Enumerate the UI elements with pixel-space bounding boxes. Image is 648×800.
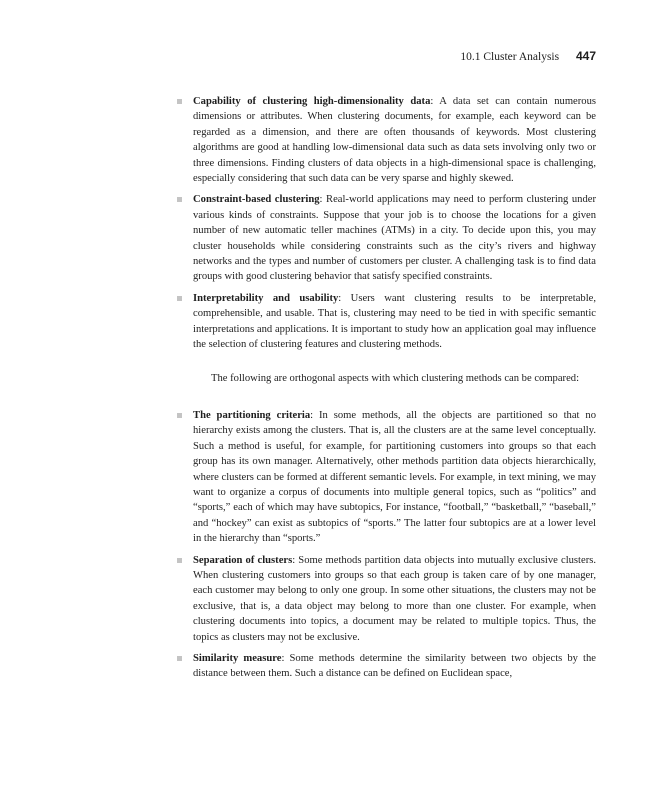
list-item-text: : Real-world applications may need to perform clustering under various kinds of constraints. Suppose that your job is to choose the locations for a given number of new automatic teller machines (ATMs) in a city. To decide upon this, you may cluster households while considering constraints such as the city’s rivers and highway networks and the types and number of customers per cluster. A challenging task is to find data groups with good clustering behavior that satisfy specified constraints. [193,194,596,283]
list-item-term: Separation of clusters [193,554,293,566]
section-title: 10.1 Cluster Analysis [460,51,560,63]
list-item [175,553,596,645]
list-item [175,291,596,353]
running-header [460,49,596,63]
list-item [175,94,596,186]
aspects-list [175,408,596,682]
list-item-text: : In some methods, all the objects are partitioned so that no hierarchy exists among the clusters. That is, all the clusters are at the same level conceptually. Such a method is useful, for example, for partitioning customers into groups so that each group has its own manager. Alternatively, other methods partition data objects hierarchically, where clusters can be formed at different semantic levels. For example, in text mining, we may want to organize a corpus of documents into multiple general topics, such as “politics” and “sports,” each of which may have subtopics, For instance, “football,” “basketball,” “baseball,” and “hockey” can exist as subtopics of “sports.” The latter four subtopics are at a lower level in the hierarchy than “sports.” [193,409,596,545]
list-item-text: : Some methods determine the similarity between two objects by the distance between them. Such a distance can be defined on Euclidean space, [193,653,597,680]
list-item [175,651,596,682]
square-bullet-icon [177,197,182,202]
square-bullet-icon [177,296,182,301]
square-bullet-icon [177,99,182,104]
square-bullet-icon [177,413,182,418]
list-item-text: : Some methods partition data objects into mutually exclusive clusters. When clustering customers into groups so that each group is taken care of by one manager, each customer may belong to only one group. In some other situations, the clusters may not be exclusive, that is, a data object may belong to more than one cluster. For example, when clustering documents into topics, a document may be related to multiple topics. Thus, the topics as clusters may not be exclusive. [193,554,597,643]
list-item [175,192,596,284]
intro-paragraph: The following are orthogonal aspects with which clustering methods can be compared: [211,372,580,384]
page-body [175,94,596,688]
requirements-list [175,94,596,353]
list-item-text: : A data set can contain numerous dimensions or attributes. When clustering documents, for example, each keyword can be regarded as a dimension, and there are often thousands of keywords. Most clustering algorithms are good at handling low-dimensional data such as data sets involving only two or three dimensions. Finding clusters of data objects in a high-dimensional space is challenging, especially considering that such data can be very sparse and highly skewed. [193,96,597,185]
list-item-text: : Users want clustering results to be interpretable, comprehensible, and usable. That is, clustering may need to be tied in with specific semantic interpretations and applications. It is important to study how an application goal may influence the selection of clustering features and clustering methods. [193,292,596,351]
page-number: 447 [575,49,596,63]
list-item-term: Similarity measure [193,653,282,664]
list-item-term: Capability of clustering high-dimensionality data [193,96,431,107]
square-bullet-icon [177,656,182,661]
list-item-term: Interpretability and usability [193,292,339,304]
list-item-term: Constraint-based clustering [193,194,320,206]
list-item [175,408,596,547]
square-bullet-icon [177,558,182,563]
list-item-term: The partitioning criteria [193,409,311,421]
